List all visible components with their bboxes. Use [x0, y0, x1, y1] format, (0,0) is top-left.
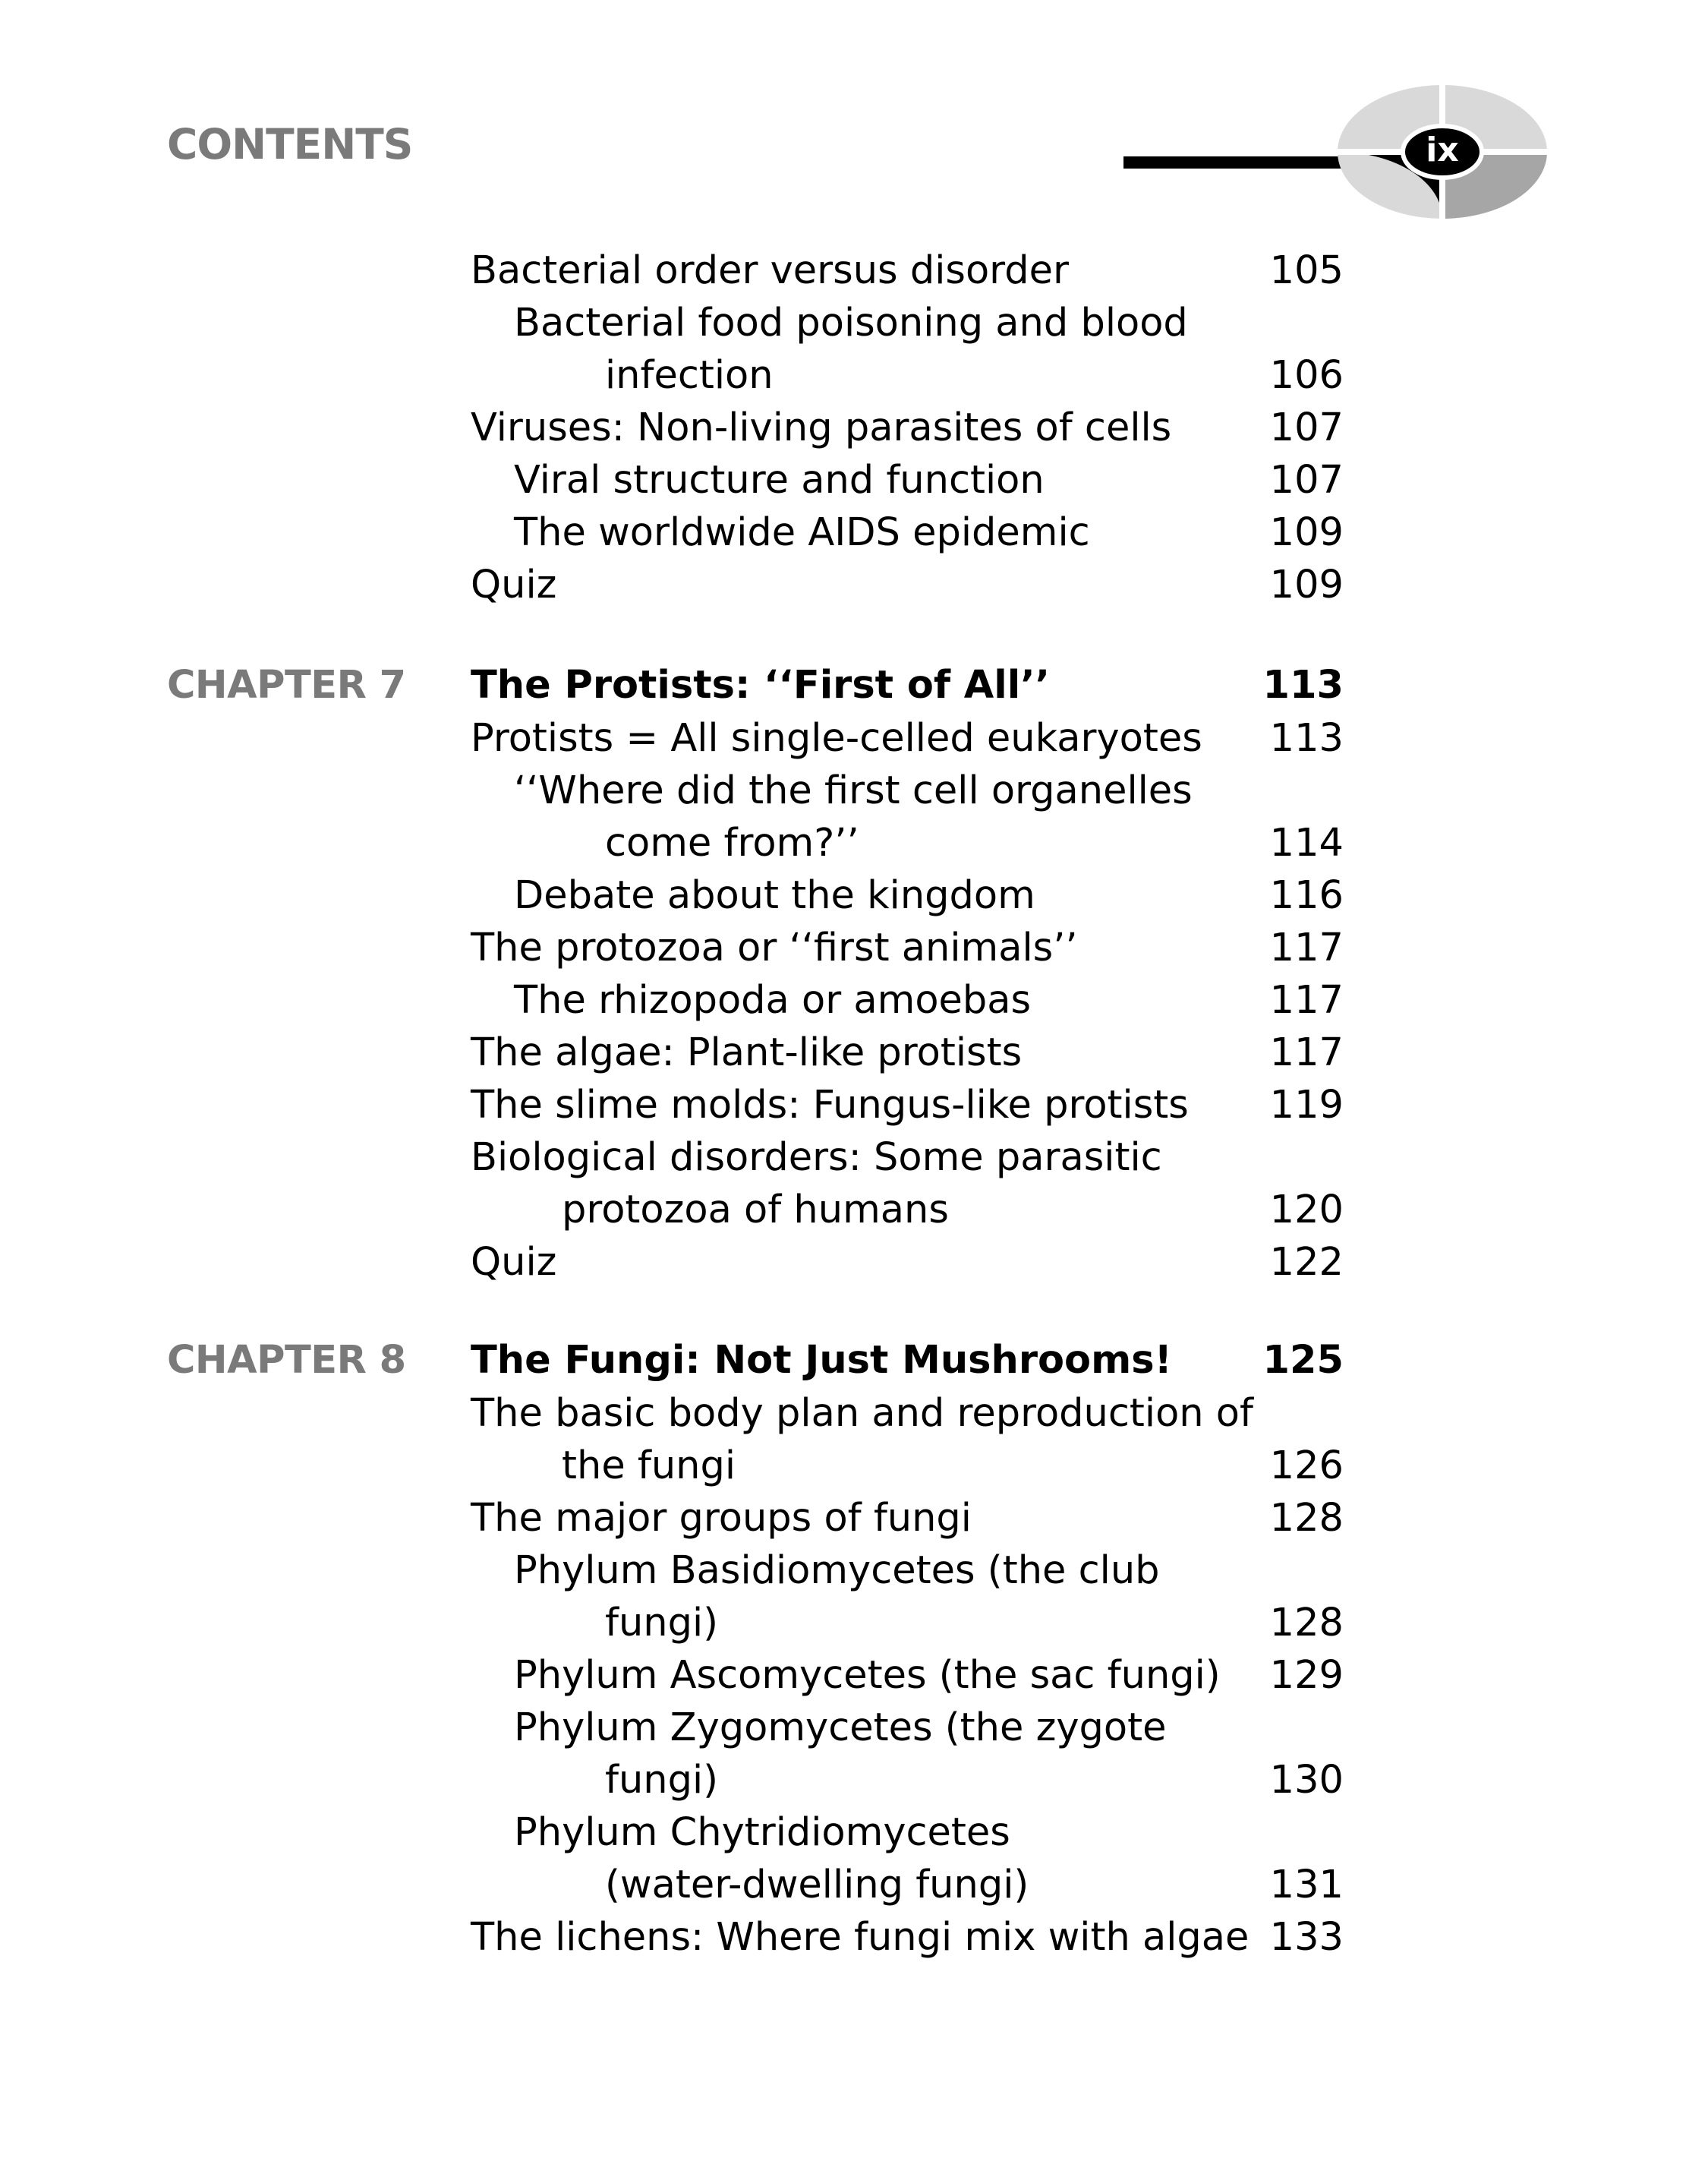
chapter-title-page: 113	[1262, 663, 1344, 708]
toc-entry-text: Phylum Basidiomycetes (the club	[514, 1548, 1160, 1593]
toc-entry	[0, 1544, 1708, 1597]
toc-entry	[0, 349, 1708, 402]
toc-entry	[0, 1236, 1708, 1289]
toc-entry-page: 113	[1269, 716, 1344, 761]
toc-entry-text: Viruses: Non-living parasites of cells	[471, 405, 1172, 450]
toc-entry-text: Bacterial order versus disorder	[471, 248, 1069, 293]
toc-entry-text: The algae: Plant-like protists	[471, 1030, 1023, 1075]
toc-entry-page: 117	[1269, 926, 1344, 970]
toc-entry-text: Phylum Chytridiomycetes	[514, 1810, 1010, 1855]
toc-entry-page: 122	[1269, 1240, 1344, 1285]
toc-entry	[0, 1806, 1708, 1859]
toc-entry	[0, 974, 1708, 1027]
toc-entry	[0, 869, 1708, 922]
toc-entry-text: Bacterial food poisoning and blood	[514, 301, 1188, 345]
toc-entry-page: 116	[1269, 873, 1344, 918]
toc-entry	[0, 1911, 1708, 1964]
toc-entry-text: The lichens: Where fungi mix with algae	[471, 1915, 1249, 1960]
toc-entry-text: fungi)	[605, 1758, 719, 1803]
chapter-7	[0, 659, 1708, 1289]
toc-entry-text: Protists = All single-celled eukaryotes	[471, 716, 1202, 761]
toc-entry	[0, 1649, 1708, 1702]
toc-entry-text: The slime molds: Fungus-like protists	[471, 1083, 1189, 1128]
toc-entry	[0, 1492, 1708, 1544]
toc-entry-page: 119	[1269, 1083, 1344, 1128]
toc-entry	[0, 506, 1708, 559]
toc-entry-page: 129	[1269, 1653, 1344, 1698]
toc-entry-page: 106	[1269, 353, 1344, 398]
toc-entry-text: Viral structure and function	[514, 458, 1045, 503]
toc-entry-page: 133	[1269, 1915, 1344, 1960]
toc-entry-text: Biological disorders: Some parasitic	[471, 1135, 1162, 1180]
toc-entry-text: The rhizopoda or amoebas	[514, 978, 1032, 1023]
toc-entry-text: come from?’’	[605, 821, 859, 866]
toc-entry	[0, 1079, 1708, 1131]
toc-entry-page: 126	[1269, 1443, 1344, 1488]
chapter-8	[0, 1334, 1708, 1964]
toc-entry	[0, 297, 1708, 349]
toc-entry	[0, 244, 1708, 297]
toc-entry-text: The major groups of fungi	[471, 1496, 972, 1541]
toc-entry-page: 117	[1269, 978, 1344, 1023]
toc-entry-text: Phylum Ascomycetes (the sac fungi)	[514, 1653, 1221, 1698]
toc-entry-page: 109	[1269, 563, 1344, 607]
toc-entry-text: The basic body plan and reproduction of	[471, 1391, 1253, 1436]
toc-entry-page: 117	[1269, 1030, 1344, 1075]
chapter-title: The Protists: ‘‘First of All’’	[471, 663, 1050, 708]
toc-entry	[0, 765, 1708, 817]
toc-entry	[0, 1597, 1708, 1649]
toc-entry	[0, 454, 1708, 506]
toc-entry-page: 107	[1269, 458, 1344, 503]
toc-entry-text: Quiz	[471, 563, 557, 607]
toc-entry-text: the fungi	[562, 1443, 736, 1488]
toc-entry-page: 130	[1269, 1758, 1344, 1803]
toc-entry	[0, 922, 1708, 974]
chapter-label: CHAPTER 7	[167, 663, 406, 708]
toc-entry	[0, 1184, 1708, 1236]
toc-entry	[0, 1754, 1708, 1806]
toc-entry-page: 105	[1269, 248, 1344, 293]
page-title: CONTENTS	[167, 120, 413, 169]
toc-entry-page: 109	[1269, 510, 1344, 555]
toc-entry-page: 120	[1269, 1188, 1344, 1232]
toc-entry-text: infection	[605, 353, 774, 398]
toc-entry	[0, 1131, 1708, 1184]
chapter-title-page: 125	[1262, 1338, 1344, 1383]
toc-entry-page: 114	[1269, 821, 1344, 866]
toc-entry	[0, 1440, 1708, 1492]
page-number: ix	[1426, 131, 1459, 169]
toc-entry-text: protozoa of humans	[562, 1188, 949, 1232]
toc-entry-text: Phylum Zygomycetes (the zygote	[514, 1705, 1167, 1750]
toc-entry	[0, 1387, 1708, 1440]
chapter-heading	[0, 1334, 1708, 1387]
toc-entry-page: 131	[1269, 1863, 1344, 1907]
toc-entry-text: The protozoa or ‘‘first animals’’	[471, 926, 1078, 970]
toc-entry	[0, 559, 1708, 611]
toc-entry-text: (water-dwelling fungi)	[605, 1863, 1029, 1907]
toc-entry-text: The worldwide AIDS epidemic	[514, 510, 1090, 555]
toc-entry	[0, 402, 1708, 454]
toc-entry-text: Debate about the kingdom	[514, 873, 1035, 918]
toc-entry	[0, 1702, 1708, 1754]
toc-entry	[0, 1859, 1708, 1911]
toc-entry	[0, 817, 1708, 869]
toc-entry-page: 128	[1269, 1496, 1344, 1541]
chapter-heading	[0, 659, 1708, 712]
toc-entry-text: ‘‘Where did the first cell organelles	[514, 768, 1193, 813]
toc-entry-page: 107	[1269, 405, 1344, 450]
section-continued	[0, 244, 1708, 611]
toc-entry	[0, 712, 1708, 765]
toc-entry-text: fungi)	[605, 1601, 719, 1645]
toc-entry-page: 128	[1269, 1601, 1344, 1645]
chapter-title: The Fungi: Not Just Mushrooms!	[471, 1338, 1172, 1383]
toc-entry-text: Quiz	[471, 1240, 557, 1285]
chapter-label: CHAPTER 8	[167, 1338, 406, 1383]
toc-entry	[0, 1027, 1708, 1079]
